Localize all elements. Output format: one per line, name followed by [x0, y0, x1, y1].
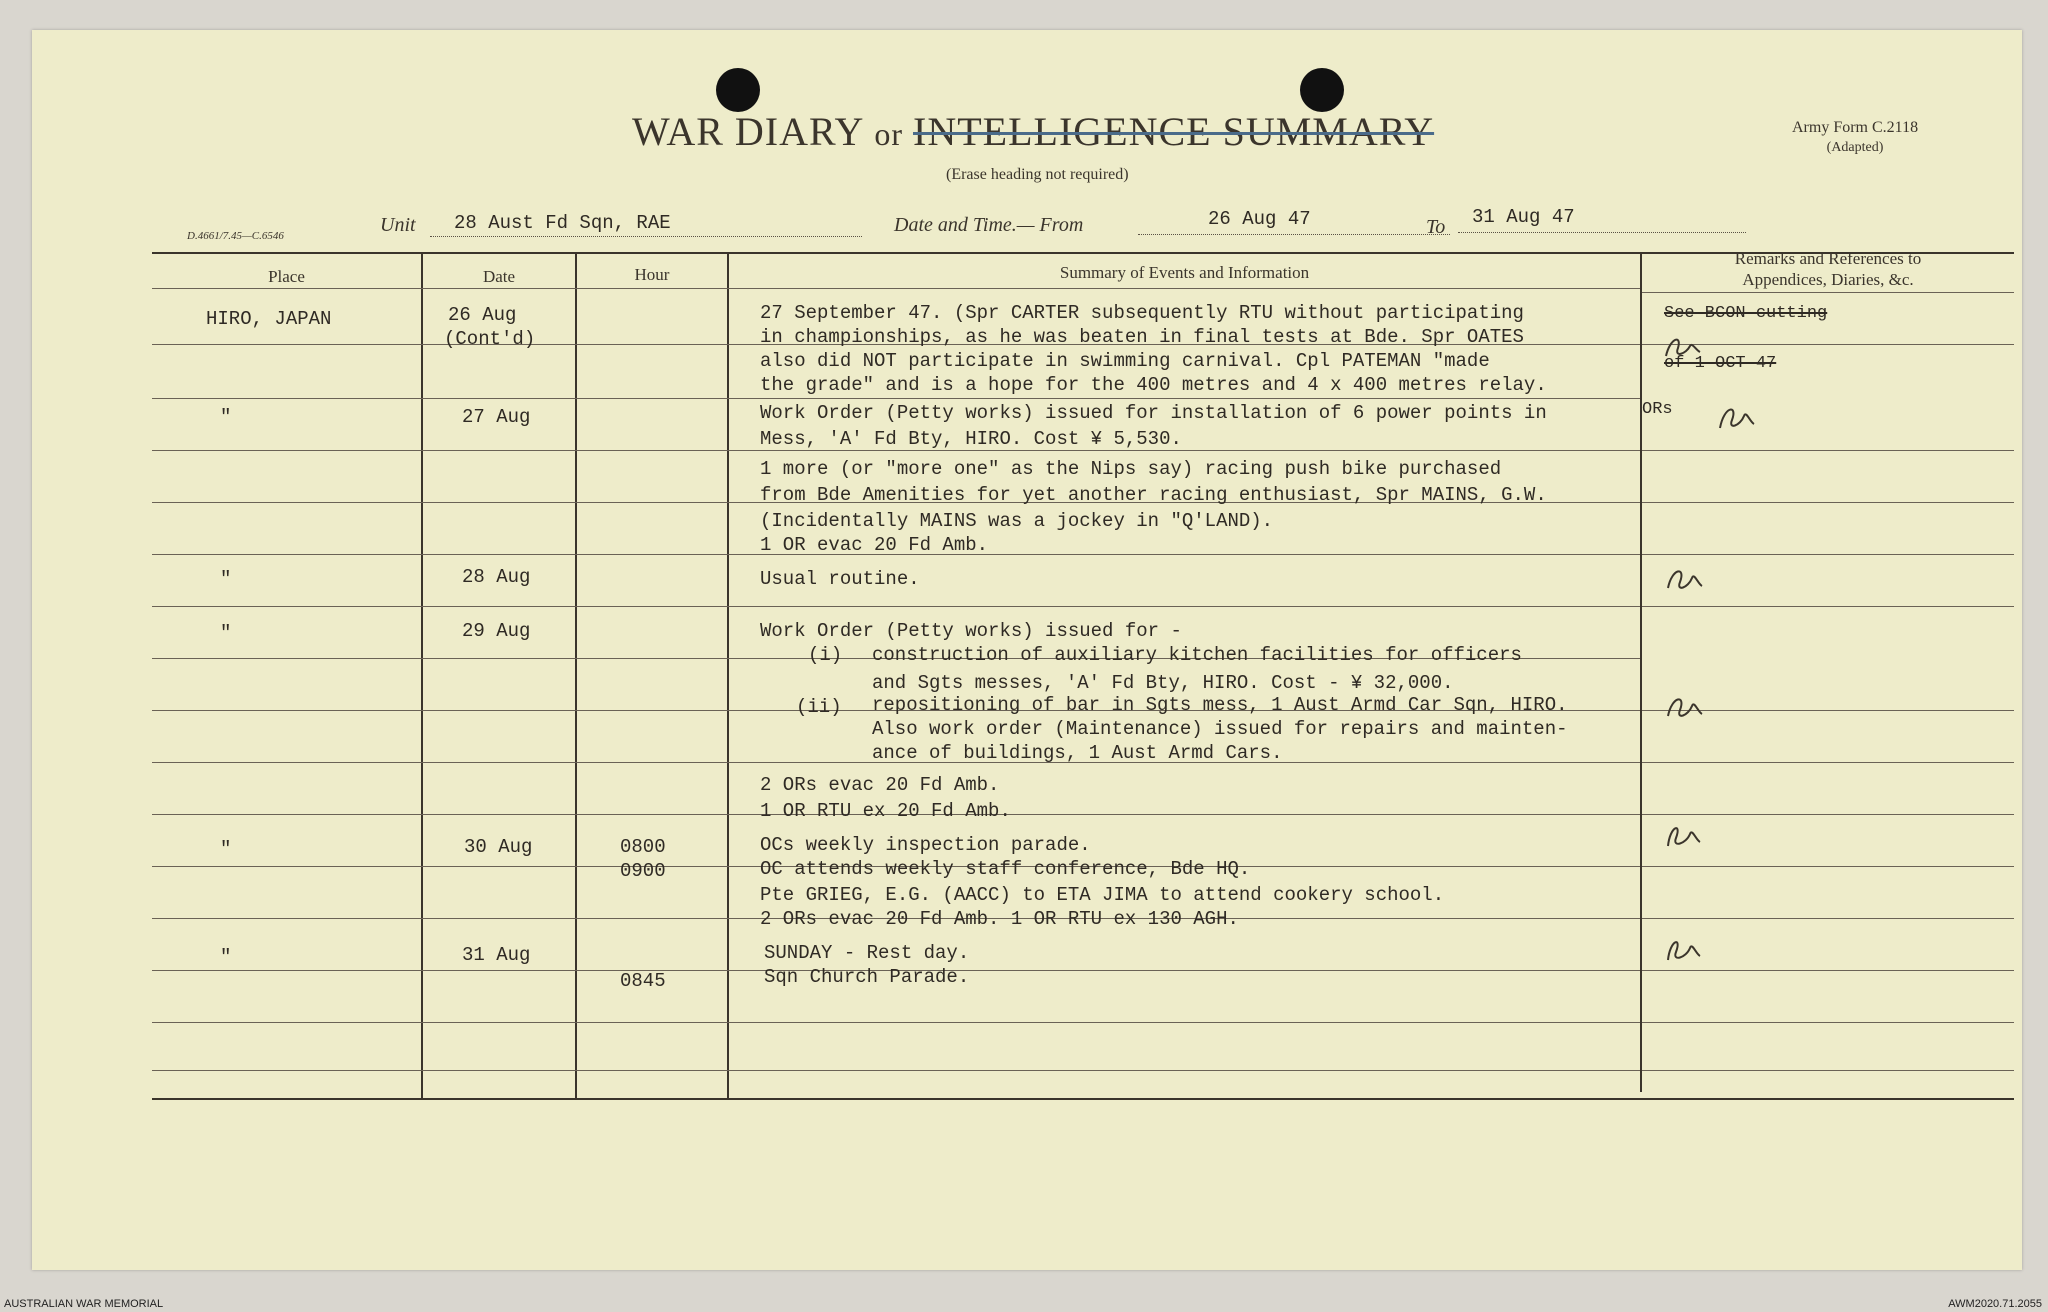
remarks-rule [1642, 918, 2014, 919]
war-diary-sheet [32, 30, 2022, 1270]
to-field [1458, 206, 1746, 233]
place-cell: HIRO, JAPAN [206, 308, 332, 330]
form-code: D.4661/7.45—C.6546 [187, 230, 284, 242]
summary-line: (ii) [796, 696, 842, 718]
place-cell: " [220, 622, 232, 644]
initials-signature [1662, 688, 1706, 728]
column-divider [421, 252, 423, 1098]
from-value: 26 Aug 47 [1208, 208, 1311, 230]
remarks-struck-note: See BCON cutting [1664, 304, 1828, 323]
row-rule [152, 1022, 1640, 1023]
unit-field [430, 210, 862, 237]
date-cell: (Cont'd) [444, 328, 536, 350]
date-cell: 30 Aug [464, 836, 533, 858]
army-form-number: Army Form C.2118 [1792, 119, 1919, 136]
erase-note: (Erase heading not required) [946, 166, 1129, 183]
title-war-diary: WAR DIARY [632, 109, 865, 154]
header-date: Date [482, 267, 516, 286]
initials-signature [1660, 816, 1704, 856]
summary-line: Sqn Church Parade. [764, 966, 970, 988]
initials-signature [1660, 930, 1704, 970]
punch-hole [1300, 68, 1344, 112]
header-place: Place [268, 267, 305, 286]
summary-line: ance of buildings, 1 Aust Armd Cars. [872, 742, 1283, 764]
table-bottom-rule [152, 1098, 2014, 1100]
row-rule [152, 1070, 1640, 1071]
summary-line: OCs weekly inspection parade. [760, 834, 1091, 856]
unit-value: 28 Aust Fd Sqn, RAE [454, 212, 671, 234]
header-remarks-line1: Remarks and References to [1734, 249, 1922, 268]
hour-cell: 0800 [620, 836, 666, 858]
summary-line: SUNDAY - Rest day. [764, 942, 970, 964]
to-label: To [1426, 216, 1446, 238]
summary-line: also did NOT participate in swimming carnival. Cpl PATEMAN "made [760, 350, 1490, 372]
summary-line: in championships, as he was beaten in final tests at Bde. Spr OATES [760, 326, 1524, 348]
column-divider [575, 252, 577, 1098]
remarks-rule [1642, 292, 2014, 293]
header-remarks-line2: Appendices, Diaries, &c. [1742, 270, 1914, 289]
summary-line: 2 ORs evac 20 Fd Amb. [760, 774, 1000, 796]
place-cell: " [220, 946, 232, 968]
initials-signature [1714, 398, 1758, 438]
summary-line: Work Order (Petty works) issued for installation of 6 power points in [760, 402, 1547, 424]
summary-line: 1 OR RTU ex 20 Fd Amb. [760, 800, 1011, 822]
initials-signature [1660, 328, 1704, 368]
header-hour: Hour [634, 265, 670, 284]
summary-line: (i) [808, 644, 843, 666]
date-cell: 26 Aug [448, 304, 517, 326]
row-rule [152, 288, 1640, 289]
summary-line: repositioning of bar in Sgts mess, 1 Aust Armd Car Sqn, HIRO. [872, 694, 1568, 716]
summary-line: construction of auxiliary kitchen facilities for officers [872, 644, 1522, 666]
header-summary: Summary of Events and Information [1059, 263, 1310, 282]
summary-line: and Sgts messes, 'A' Fd Bty, HIRO. Cost - ¥ 32,000. [872, 672, 1454, 694]
remarks-rule [1642, 1070, 2014, 1071]
summary-line: OC attends weekly staff conference, Bde HQ. [760, 858, 1251, 880]
from-field [1138, 208, 1450, 235]
summary-line: Usual routine. [760, 568, 920, 590]
remarks-rule [1642, 814, 2014, 815]
column-divider [1640, 252, 1642, 1092]
column-divider [727, 252, 729, 1098]
to-value: 31 Aug 47 [1472, 206, 1575, 228]
page-title [632, 108, 1434, 155]
summary-line: Mess, 'A' Fd Bty, HIRO. Cost ¥ 5,530. [760, 428, 1182, 450]
place-cell: " [220, 568, 232, 590]
date-cell: 29 Aug [462, 620, 531, 642]
summary-line: Also work order (Maintenance) issued for repairs and mainten- [872, 718, 1568, 740]
summary-line: 2 ORs evac 20 Fd Amb. 1 OR RTU ex 130 AGH. [760, 908, 1239, 930]
summary-line: 1 more (or "more one" as the Nips say) racing push bike purchased [760, 458, 1502, 480]
title-intelligence-summary: INTELLIGENCE SUMMARY [913, 109, 1435, 154]
summary-line: Pte GRIEG, E.G. (AACC) to ETA JIMA to attend cookery school. [760, 884, 1445, 906]
row-rule [152, 450, 1640, 451]
hour-cell: 0845 [620, 970, 666, 992]
remarks-rule [1642, 606, 2014, 607]
remarks-note: ORs [1642, 400, 1673, 419]
remarks-rule [1642, 762, 2014, 763]
date-cell: 28 Aug [462, 566, 531, 588]
remarks-rule [1642, 970, 2014, 971]
summary-line: the grade" and is a hope for the 400 metres and 4 x 400 metres relay. [760, 374, 1547, 396]
remarks-struck-note: of 1 OCT 47 [1664, 354, 1777, 373]
remarks-rule [1642, 450, 2014, 451]
summary-line: from Bde Amenities for yet another racing enthusiast, Spr MAINS, G.W. [760, 484, 1547, 506]
initials-signature [1662, 560, 1706, 600]
date-time-label: Date and Time.— From [894, 214, 1084, 236]
adapted-note: (Adapted) [1826, 140, 1884, 155]
summary-line: 27 September 47. (Spr CARTER subsequently RTU without participating [760, 302, 1524, 324]
place-cell: " [220, 838, 232, 860]
date-cell: 31 Aug [462, 944, 531, 966]
punch-hole [716, 68, 760, 112]
remarks-rule [1642, 502, 2014, 503]
remarks-rule [1642, 554, 2014, 555]
row-rule [152, 606, 1640, 607]
remarks-rule [1642, 1022, 2014, 1023]
date-cell: 27 Aug [462, 406, 531, 428]
summary-line: Work Order (Petty works) issued for - [760, 620, 1182, 642]
summary-line: 1 OR evac 20 Fd Amb. [760, 534, 989, 556]
remarks-rule [1642, 866, 2014, 867]
row-rule [152, 398, 1640, 399]
summary-line: (Incidentally MAINS was a jockey in "Q'LAND). [760, 510, 1274, 532]
unit-label: Unit [380, 214, 416, 236]
footer-source: AUSTRALIAN WAR MEMORIAL [4, 1298, 164, 1310]
place-cell: " [220, 406, 232, 428]
army-form-label [1792, 118, 1918, 158]
header-remarks [1642, 248, 2014, 290]
hour-cell: 0900 [620, 860, 666, 882]
title-or: or [874, 116, 903, 152]
footer-reference: AWM2020.71.2055 [1948, 1298, 2042, 1310]
